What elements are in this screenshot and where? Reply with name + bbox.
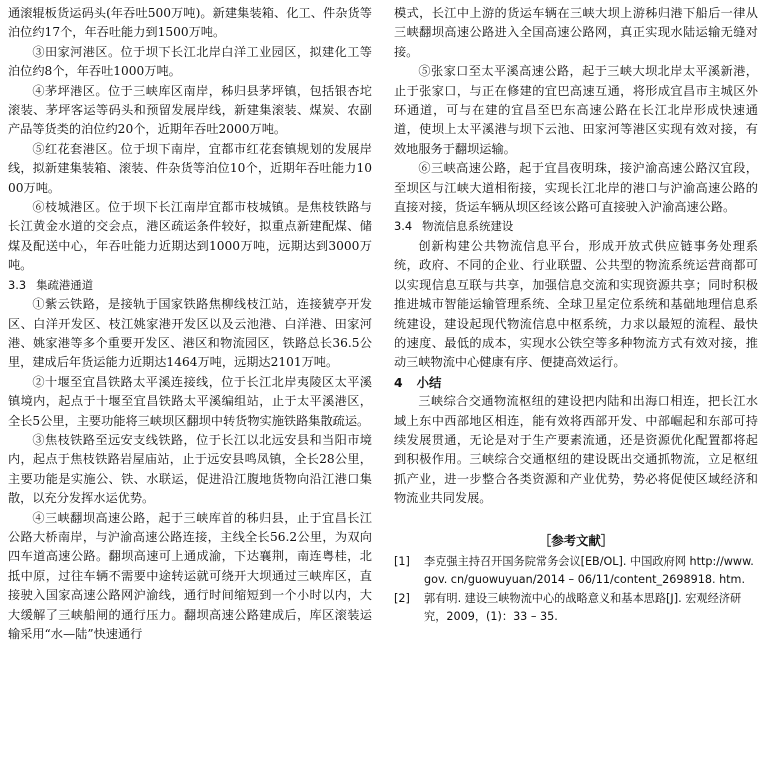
reference-item (394, 590, 758, 627)
section-heading-4 (394, 373, 758, 392)
paragraph-zhicheng-port: ⑥枝城港区。位于坝下长江南岸宜都市枝城镇。是焦枝铁路与长江黄金水道的交会点，港区疏运条件较好，拟重点新建配煤、储煤及配送中心，年吞吐能力近期达到1000万吨，远期达到3000万吨。 (8, 200, 372, 273)
section-number: 3.4 (394, 219, 413, 234)
paragraph-info-system: 创新构建公共物流信息平台，形成开放式供应链事务处理系统，政府、不同的企业、行业联盟、公共型的物流系统运营商都可以实现信息互联与共享，加强信息交流和实现资源共享；同时积极推进城市智能运输管理系统、全球卫星定位系统和基础地理信息系统建设，建设起现代物流信息中枢系统，力求以最短的流程、最快的速度、最低的成本，实现水公铁空等多种物流方式有效对接，推动三峡物流中心健康有序、便捷高效运行。 (394, 238, 758, 370)
left-column (8, 4, 372, 644)
section-title: 集疏港通道 (36, 277, 94, 292)
paragraph-fanba-expressway: ④三峡翻坝高速公路，起于三峡库首的秭归县，止于宜昌长江公路大桥南岸，与沪渝高速公路连接，主线全长56.2公里，为双向四车道高速公路。翻坝高速可上通成渝，下达襄荆，南连粤桂，北抵中原，过往车辆不需要中途转运就可绕开大坝通过三峡库区，直接驶入国家高速公路网沪渝线，通行时间缩短到一个小时以内，大大缓解了三峡船闸的通行压力。翻坝高速公路建成后，库区滚装运输采用“水—陆”快速通行 (8, 510, 372, 641)
paragraph-zhangjiakou-expressway: ⑤张家口至太平溪高速公路，起于三峡大坝北岸太平溪新港，止于张家口，与正在修建的宜巴高速互通，将形成宜昌市主城区外环通道，可与在建的宜昌至巴东高速公路在长江北岸形成快速通道，使坝上太平溪港与坝下云池、田家河等港区实现有效对接，有效地服务于翻坝运输。 (394, 64, 758, 156)
reference-number: [2] (394, 591, 410, 605)
paragraph-sanxia-expressway: ⑥三峡高速公路，起于宜昌夜明珠，接沪渝高速公路汉宜段，至坝区与江峡大道相衔接，实现长江北岸的港口与沪渝高速公路的直接对接，货运车辆从坝区经该公路可直接驶入沪渝高速公路。 (394, 161, 758, 215)
section-heading-3-3 (8, 276, 372, 295)
paragraph-maoping-port: ④茅坪港区。位于三峡库区南岸，秭归县茅坪镇，包括银杏坨滚装、茅坪客运等码头和预留发展岸线，新建集滚装、煤炭、农副产品等货类的泊位约20个，近期年吞吐2000万吨。 (8, 83, 372, 137)
section-number: 4 (394, 374, 403, 390)
section-title: 物流信息系统建设 (422, 219, 514, 234)
paragraph-summary: 三峡综合交通物流枢纽的建设把内陆和出海口相连，把长江水域上东中西部地区相连，能有效将西部开发、中部崛起和东部可持续发展贯通，无论是对于生产要素流通，还是资源优化配置都将起到积极作用。三峡综合交通枢纽的建设既出交通抓物流，立足枢纽抓产业，进一步整合各类资源和产业优势，势必将促使区域经济和物流业共同发展。 (394, 394, 758, 506)
paragraph-shiyan-railway: ②十堰至宜昌铁路太平溪连接线，位于长江北岸夷陵区太平溪镇境内，起点于十堰至宜昌铁路太平溪编组站，止于太平溪港区，全长5公里，主要功能将三峡坝区翻坝中转货物实施铁路集散疏运。 (8, 374, 372, 428)
references-heading: ［参考文献］ (538, 532, 614, 548)
reference-item (394, 553, 758, 590)
section-number: 3.3 (8, 277, 27, 292)
section-heading-3-4 (394, 217, 758, 236)
reference-text: 李克强主持召开国务院常务会议[EB/OL]. 中国政府网 http://www. gov. cn/guowuyuan/2014 – 06/11/content_2698918. htm. (424, 554, 754, 587)
paragraph-honghuatao-port: ⑤红花套港区。位于坝下南岸，宜都市红花套镇规划的发展岸线，拟新建集装箱、滚装、件杂货等泊位10个，近期年吞吐能力1000万吨。 (8, 141, 372, 195)
reference-text: 郭有明. 建设三峡物流中心的战略意义和基本思路[J]. 宏观经济研究，2009，(1)：33 – 35. (424, 591, 742, 624)
right-column (394, 4, 758, 627)
paragraph-jiaozhi-railway: ③焦枝铁路至远安支线铁路，位于长江以北远安县和当阳市境内，起点于焦枝铁路岩屋庙站，止于远安县鸣凤镇，全长28公里，主要功能是实施公、铁、水联运，促进沿江腹地货物向沿江港口集散，以充分发挥水运优势。 (8, 432, 372, 506)
paragraph-ziyun-railway: ①紫云铁路，是接轨于国家铁路焦柳线枝江站，连接猇亭开发区、白洋开发区、枝江姚家港开发区以及云池港、白洋港、田家河港、姚家港等多个重要开发区、港区和物流园区，铁路总长36.5公里，建成后年货运能力近期达1464万吨，远期达2101万吨。 (8, 297, 372, 370)
paragraph: 通滚辊板货运码头(年吞吐500万吨)。新建集装箱、化工、件杂货等泊位约17个，年吞吐能力到1500万吨。 (8, 6, 372, 40)
reference-number: [1] (394, 554, 410, 568)
paragraph-tianjiahe-port: ③田家河港区。位于坝下长江北岸白洋工业园区，拟建化工等泊位约8个，年吞吐1000万吨。 (8, 44, 372, 79)
section-title: 小结 (416, 374, 442, 390)
paragraph: 模式，长江中上游的货运车辆在三峡大坝上游秭归港下船后一律从三峡翻坝高速公路进入全国高速公路网，真正实现水陆运输无缝对接。 (394, 6, 758, 59)
